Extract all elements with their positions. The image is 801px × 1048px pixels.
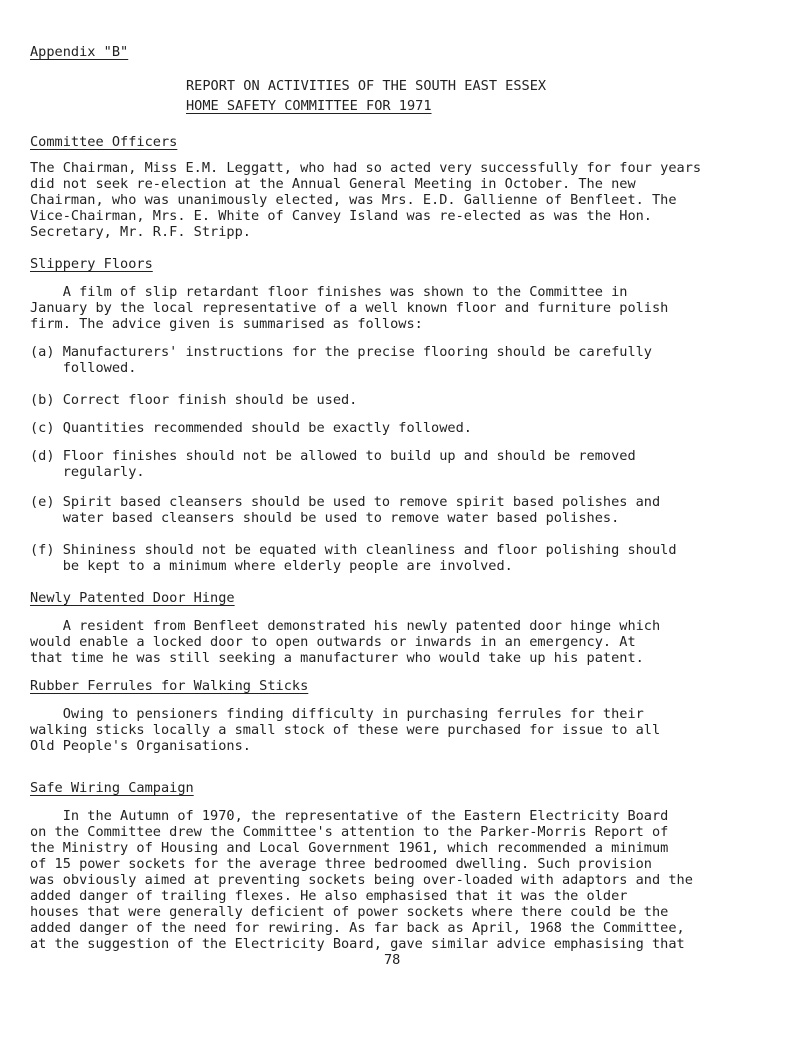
floors-item-a-cont: followed. — [30, 360, 137, 376]
floors-line-2: January by the local representative of a well known floor and furniture polish — [30, 300, 669, 316]
page-number: 78 — [384, 952, 401, 968]
wiring-line-2: on the Committee drew the Committee's attention to the Parker-Morris Report of — [30, 824, 669, 840]
wiring-line-8: added danger of the need for rewiring. As far back as April, 1968 the Committee, — [30, 920, 685, 936]
wiring-line-6: added danger of trailing flexes. He also emphasised that it was the older — [30, 888, 628, 904]
hinge-line-2: would enable a locked door to open outwards or inwards in an emergency. At — [30, 634, 636, 650]
wiring-line-4: of 15 power sockets for the average three bedroomed dwelling. Such provision — [30, 856, 652, 872]
floors-item-a: (a) Manufacturers' instructions for the precise flooring should be carefully — [30, 344, 652, 360]
floors-item-d: (d) Floor finishes should not be allowed to build up and should be removed — [30, 448, 636, 464]
floors-item-b: (b) Correct floor finish should be used. — [30, 392, 358, 408]
ferrules-line-3: Old People's Organisations. — [30, 738, 251, 754]
officers-line-3: Chairman, who was unanimously elected, was Mrs. E.D. Gallienne of Benfleet. The — [30, 192, 677, 208]
floors-line-1: A film of slip retardant floor finishes was shown to the Committee in — [30, 284, 628, 300]
floors-item-c: (c) Quantities recommended should be exactly followed. — [30, 420, 472, 436]
report-title-line2: HOME SAFETY COMMITTEE FOR 1971 — [186, 98, 432, 114]
ferrules-line-1: Owing to pensioners finding difficulty in purchasing ferrules for their — [30, 706, 644, 722]
floors-item-f-cont: be kept to a minimum where elderly people are involved. — [30, 558, 513, 574]
floors-item-f: (f) Shininess should not be equated with cleanliness and floor polishing should — [30, 542, 677, 558]
hinge-line-3: that time he was still seeking a manufacturer who would take up his patent. — [30, 650, 644, 666]
floors-item-e-cont: water based cleansers should be used to remove water based polishes. — [30, 510, 620, 526]
wiring-line-7: houses that were generally deficient of power sockets where there could be the — [30, 904, 669, 920]
floors-line-3: firm. The advice given is summarised as follows: — [30, 316, 423, 332]
heading-safe-wiring: Safe Wiring Campaign — [30, 780, 194, 796]
hinge-line-1: A resident from Benfleet demonstrated his newly patented door hinge which — [30, 618, 661, 634]
officers-line-2: did not seek re-election at the Annual General Meeting in October. The new — [30, 176, 636, 192]
officers-line-5: Secretary, Mr. R.F. Stripp. — [30, 224, 251, 240]
officers-line-4: Vice-Chairman, Mrs. E. White of Canvey Island was re-elected as was the Hon. — [30, 208, 652, 224]
wiring-line-3: the Ministry of Housing and Local Government 1961, which recommended a minimum — [30, 840, 669, 856]
floors-item-e: (e) Spirit based cleansers should be used to remove spirit based polishes and — [30, 494, 661, 510]
appendix-label: Appendix "B" — [30, 44, 129, 60]
heading-slippery-floors: Slippery Floors — [30, 256, 153, 272]
officers-line-1: The Chairman, Miss E.M. Leggatt, who had so acted very successfully for four years — [30, 160, 702, 176]
heading-rubber-ferrules: Rubber Ferrules for Walking Sticks — [30, 678, 309, 694]
floors-item-d-cont: regularly. — [30, 464, 145, 480]
ferrules-line-2: walking sticks locally a small stock of these were purchased for issue to all — [30, 722, 661, 738]
wiring-line-1: In the Autumn of 1970, the representative of the Eastern Electricity Board — [30, 808, 669, 824]
heading-door-hinge: Newly Patented Door Hinge — [30, 590, 235, 606]
heading-committee-officers: Committee Officers — [30, 134, 178, 150]
wiring-line-5: was obviously aimed at preventing sockets being over-loaded with adaptors and the — [30, 872, 693, 888]
wiring-line-9: at the suggestion of the Electricity Board, gave similar advice emphasising that — [30, 936, 685, 952]
report-title-line1: REPORT ON ACTIVITIES OF THE SOUTH EAST ESSEX — [186, 78, 547, 94]
